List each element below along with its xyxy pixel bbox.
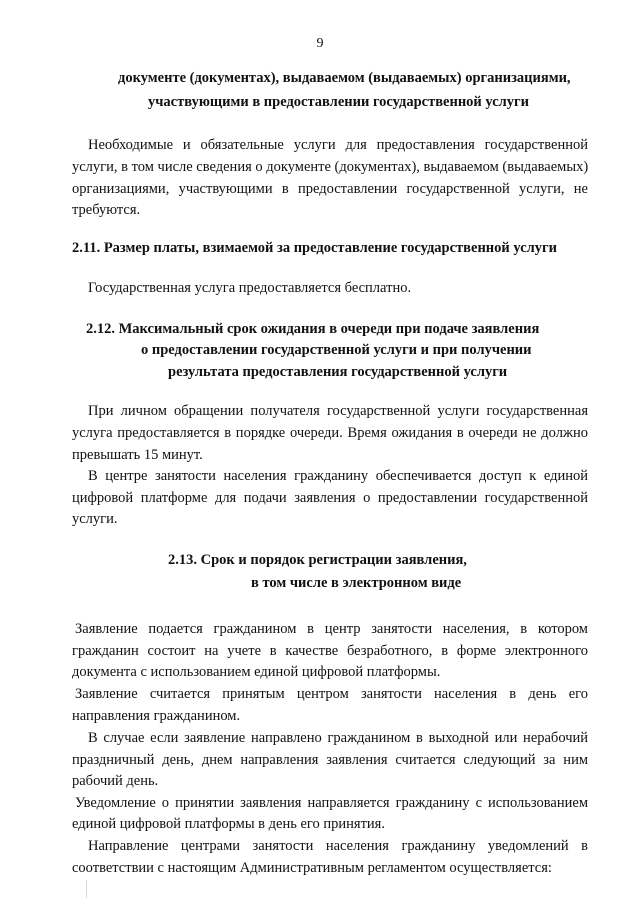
section-2-13-p2-line-1: Заявление считается принятым центром занятости населения в день его [75, 686, 588, 702]
intro-paragraph-line-3: организациями, участвующими в предоставлении государственной услуги, не [72, 181, 588, 197]
section-2-12-p1-line-1: При личном обращении получателя государственной услуги государственная [88, 403, 588, 419]
section-2-12-p1-line-3: превышать 15 минут. [72, 447, 203, 463]
section-2-12-p2-line-3: услуги. [72, 511, 118, 527]
intro-paragraph-line-4: требуются. [72, 202, 141, 218]
section-2-13-p4-line-1: Уведомление о принятии заявления направляется гражданину с использованием [75, 795, 588, 811]
section-2-13-p5-line-1: Направление центрами занятости населения гражданину уведомлений в [88, 838, 588, 854]
intro-paragraph-line-1: Необходимые и обязательные услуги для предоставления государственной [88, 137, 588, 153]
section-2-13-heading-line-2: в том числе в электронном виде [251, 575, 462, 591]
section-2-12-heading-line-2: о предоставлении государственной услуги и при получении [141, 342, 532, 358]
section-2-13-p5-line-2: соответствии с настоящим Административным регламентом осуществляется: [72, 860, 552, 876]
section-2-12-p2-line-2: цифровой платформе для подачи заявления о предоставлении государственной [72, 490, 588, 506]
intro-paragraph-line-2: услуги, в том числе сведения о документе (документах), выдаваемом (выдаваемых) [72, 159, 589, 175]
page-number: 9 [316, 36, 324, 51]
section-2-11-text: Государственная услуга предоставляется бесплатно. [88, 280, 412, 296]
section-2-13-heading-line-1: 2.13. Срок и порядок регистрации заявления, [168, 552, 467, 568]
section-2-13-p2-line-2: направления гражданином. [72, 708, 241, 724]
section-2-12-heading-line-3: результата предоставления государственной услуги [168, 364, 508, 380]
section-2-13-p1-line-2: гражданин состоит на учете в качестве безработного, в форме электронного [72, 643, 588, 659]
intro-heading-line-2: участвующими в предоставлении государственной услуги [148, 94, 529, 110]
section-2-12-p2-line-1: В центре занятости населения гражданину обеспечивается доступ к единой [88, 468, 588, 484]
section-2-13-p3-line-1: В случае если заявление направлено гражданином в выходной или нерабочий [88, 730, 588, 746]
section-2-12-p1-line-2: услуга предоставляется в порядке очереди. Время ожидания в очереди не должно [72, 425, 588, 441]
section-2-13-p1-line-1: Заявление подается гражданином в центр занятости населения, в котором [75, 621, 588, 637]
section-2-12-heading-line-1: 2.12. Максимальный срок ожидания в очереди при подаче заявления [86, 321, 540, 337]
scan-artifact-mark [86, 880, 87, 898]
section-2-11-heading: 2.11. Размер платы, взимаемой за предоставление государственной услуги [72, 240, 557, 256]
section-2-13-p3-line-3: рабочий день. [72, 773, 159, 789]
section-2-13-p3-line-2: праздничный день, днем направления заявления считается следующий за ним [72, 752, 588, 768]
section-2-13-p4-line-2: единой цифровой платформы в день его принятия. [72, 816, 385, 832]
section-2-13-p1-line-3: документа с использованием единой цифровой платформы. [72, 664, 441, 680]
intro-heading-line-1: документе (документах), выдаваемом (выдаваемых) организациями, [118, 70, 571, 86]
